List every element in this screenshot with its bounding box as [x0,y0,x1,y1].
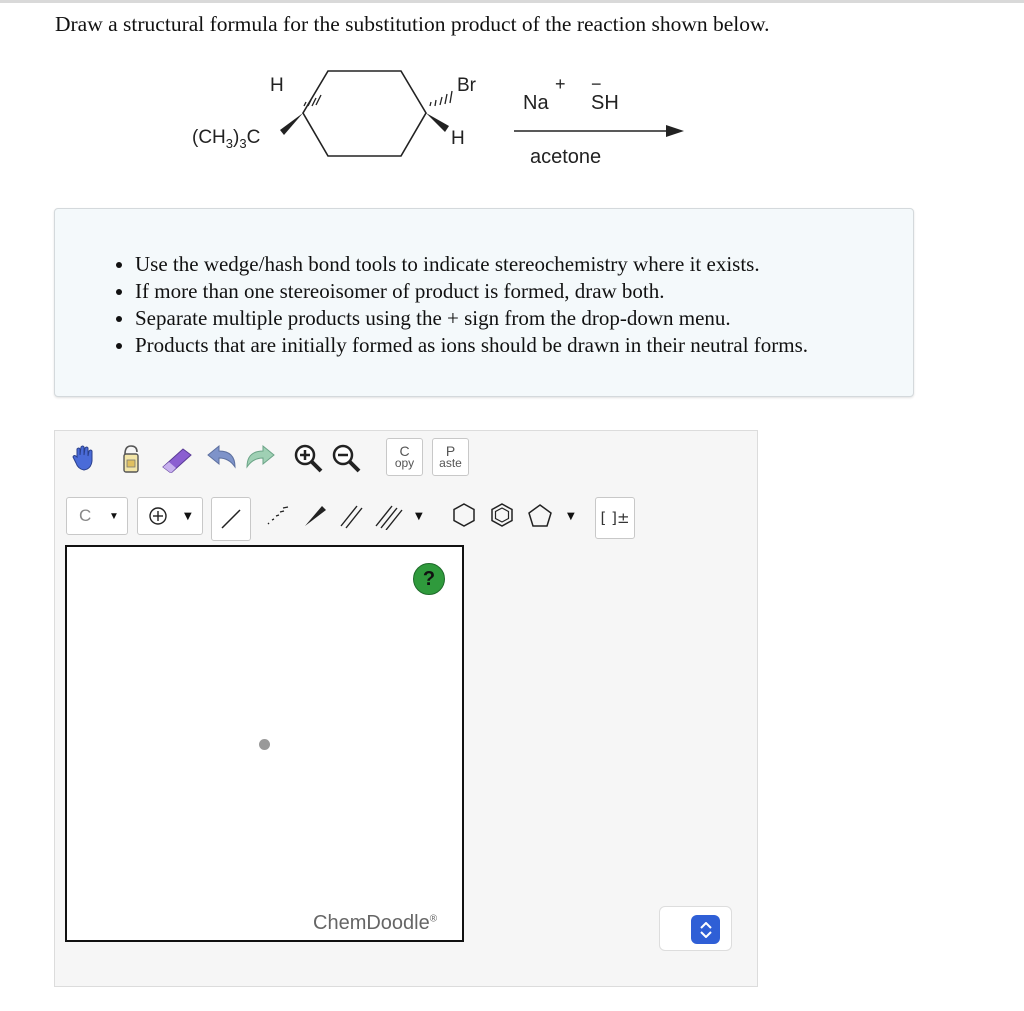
instruction-item: • If more than one stereoisomer of product is formed, draw both. [135,278,808,305]
chevron-down-icon: ▼ [109,510,119,522]
chevron-up-icon [700,922,712,929]
single-bond-button[interactable] [211,497,251,541]
help-button[interactable]: ? [413,563,445,595]
h-atom-bottom: H [451,128,465,149]
eraser-tool-button[interactable] [158,440,194,476]
canvas-cursor-dot [259,739,270,750]
zoom-in-icon [292,442,324,474]
wedge-bond-button[interactable] [296,497,332,535]
redo-icon [243,443,277,473]
hydrosulfide-anion: SH [591,92,619,114]
eraser-icon [159,443,193,473]
lasso-icon [115,442,145,474]
tert-butyl-subscript-2: 3 [239,136,247,151]
top-divider [0,0,1024,3]
instructions-list [55,251,808,359]
zoom-in-button[interactable] [290,440,326,476]
tert-butyl-subscript-1: 3 [225,136,234,151]
instruction-item: • Separate multiple products using the + sign from the drop-down menu. [135,305,808,332]
tert-butyl-carbon: C [246,127,261,148]
charge-selector[interactable] [137,497,203,535]
zoom-out-button[interactable] [328,440,364,476]
chemdoodle-logo-text: ChemDoodle [313,912,430,934]
cyclopentane-ring-selector[interactable] [522,497,584,535]
copy-label-bottom: opy [394,456,415,470]
up-down-chevron-icon[interactable] [691,915,720,944]
question-text: Draw a structural formula for the substitution product of the reaction shown below. [55,12,770,36]
double-bond-button[interactable] [334,497,368,535]
benzene-ring-button[interactable] [484,497,520,533]
anion-charge: − [591,74,602,94]
cation-charge: + [555,74,566,94]
registered-mark: ® [429,913,438,925]
zoom-out-icon [330,442,362,474]
paste-label-bottom: aste [439,456,462,470]
chevron-down-icon: ▼ [184,510,192,522]
tert-butyl-open: (CH [192,127,226,148]
wedge-bond-icon [300,502,328,530]
solvent-label: acetone [530,146,602,168]
undo-button[interactable] [204,440,240,476]
triple-bond-selector[interactable] [370,497,434,535]
bracket-charge-button[interactable]: [ ]± [595,497,635,539]
copy-button[interactable] [386,438,423,476]
hash-bond-icon [262,502,290,530]
hand-icon [69,443,99,473]
chevron-down-icon: ▼ [567,510,575,522]
chevron-down-icon: ▼ [415,510,423,522]
tert-butyl-group [192,127,260,149]
cyclohexane-icon [449,500,479,530]
lasso-tool-button[interactable] [112,440,148,476]
copy-label-top: C [399,443,410,459]
instruction-item: • Products that are initially formed as ions should be drawn in their neutral forms. [135,332,808,359]
triple-bond-icon [373,502,403,530]
undo-icon [205,443,239,473]
single-bond-icon [217,505,245,533]
tert-butyl-close: ) [233,127,240,148]
reaction-scheme [180,62,720,182]
hash-bond-button[interactable] [256,497,296,535]
bromine-atom: Br [457,75,476,96]
double-bond-icon [337,502,365,530]
h-atom-top: H [270,75,284,96]
plus-charge-icon [148,506,168,526]
cyclohexane-ring-button[interactable] [446,497,482,533]
element-selector[interactable] [66,497,128,535]
cyclohexane-ring [180,62,720,182]
paste-button[interactable] [432,438,469,476]
instructions-box [54,208,914,397]
element-label: C [79,506,92,525]
cyclopentane-icon [525,501,555,531]
chemdoodle-logo [313,912,437,935]
sodium-cation: Na [523,92,549,114]
hand-tool-button[interactable] [66,440,102,476]
chevron-down-icon [700,931,712,938]
benzene-icon [487,500,517,530]
instruction-item: • Use the wedge/hash bond tools to indicate stereochemistry where it exists. [135,251,808,278]
paste-label-top: P [445,443,456,459]
spinner-control[interactable] [659,906,732,951]
redo-button[interactable] [242,440,278,476]
